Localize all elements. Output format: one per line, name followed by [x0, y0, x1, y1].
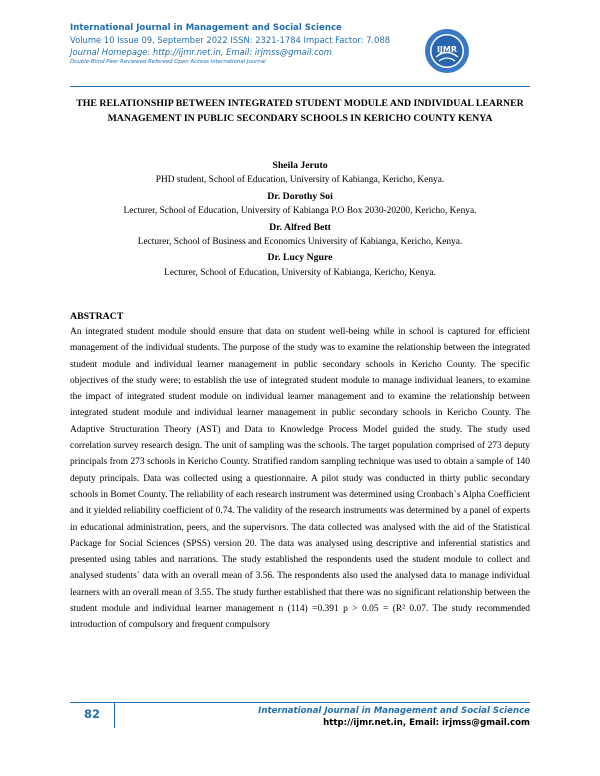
footer-contact: http://ijmr.net.in, Email: irjmss@gmail.com [323, 718, 530, 728]
author-name: Sheila Jeruto [272, 160, 328, 171]
journal-header [70, 22, 450, 67]
homepage-info [70, 46, 450, 58]
review-note: Double-Blind Peer Reviewed Refereed Open Access International Journal [70, 59, 266, 65]
author-affiliation: Lecturer, School of Business and Economics University of Kabianga, Kericho, Kenya. [137, 237, 463, 248]
abstract-heading: ABSTRACT [70, 311, 124, 322]
logo-text: IJMR [436, 45, 458, 54]
volume-info: Volume 10 Issue 09, September 2022 ISSN: 2321-1784 Impact Factor: 7.088 [70, 35, 391, 45]
author-list [60, 158, 540, 281]
paper-title: THE RELATIONSHIP BETWEEN INTEGRATED STUDENT MODULE AND INDIVIDUAL LEARNER MANAGEMENT IN PUBLIC SECONDARY SCHOOLS IN KERICHO COUNTY KENYA [76, 98, 524, 124]
footer-journal: International Journal in Management and Social Science [258, 706, 530, 716]
header-divider [70, 86, 530, 87]
page-number: 82 [70, 703, 115, 728]
author-name: Dr. Lucy Ngure [267, 252, 333, 264]
journal-name: International Journal in Management and Social Science [70, 23, 342, 33]
author-affiliation: Lecturer, School of Education, University of Kabianga P.O Box 2030-20200, Kericho, Kenya. [123, 206, 477, 217]
author-affiliation: PHD student, School of Education, University of Kabianga, Kericho, Kenya. [155, 175, 445, 186]
homepage-text: Journal Homepage: http://ijmr.net.in, Email: irjmss@gmail.com [70, 47, 332, 57]
abstract-body: An integrated student module should ensure that data on student well-being while in school is captured for efficient management of the individual students. The purpose of the study was to examine the relationship between the integrated student module and individual learner management in public secondary schools in Kericho County. The specific objectives of the study were; to establish the use of integrated student module to manage individual leaners, to examine the impact of integrated student module on individual learner management and to examine the relationship between integrated student module and individual learner management in public secondary schools in Kericho County. The Adaptive Structuration Theory (AST) and Data to Knowledge Process Model guided the study. The study used correlation survey research design. The unit of sampling was the schools. The target population comprised of 273 deputy principals from 273 schools in Kericho County. Stratified random sampling technique was used to obtain a sample of 140 deputy principals. Data was collected using a questionnaire. A pilot study was conducted in thirty public secondary schools in Bomet County. The reliability of each research instrument was determined using Cronbach`s Alpha Coefficient and it yielded reliability coefficient of 0.74. The validity of the research instruments was determined by a panel of experts in educational administration, peers, and the supervisors. The data collected was analysed with the aid of the Statistical Package for Social Sciences (SPSS) version 20. The data was analysed using descriptive and inferential statistics and presented using tables and narrations. The study established the respondents used the student module to collect and analysed students` data with an overall mean of 3.56. The respondents also used the analysed data to manage individual learners with an overall mean of 3.55. The study further established that there was no significant relationship between the student module and individual learner management n (114) =0.391 p > 0.05 = (R² 0.07. The study recommended introduction of compulsory and frequent compulsory [70, 327, 530, 631]
journal-logo [424, 28, 470, 74]
author-name: Dr. Dorothy Soi [267, 190, 333, 202]
author-name: Dr. Alfred Bett [269, 221, 331, 233]
page-footer [70, 702, 530, 729]
author-affiliation: Lecturer, School of Education, University of Kabianga, Kericho, Kenya. [164, 267, 436, 278]
